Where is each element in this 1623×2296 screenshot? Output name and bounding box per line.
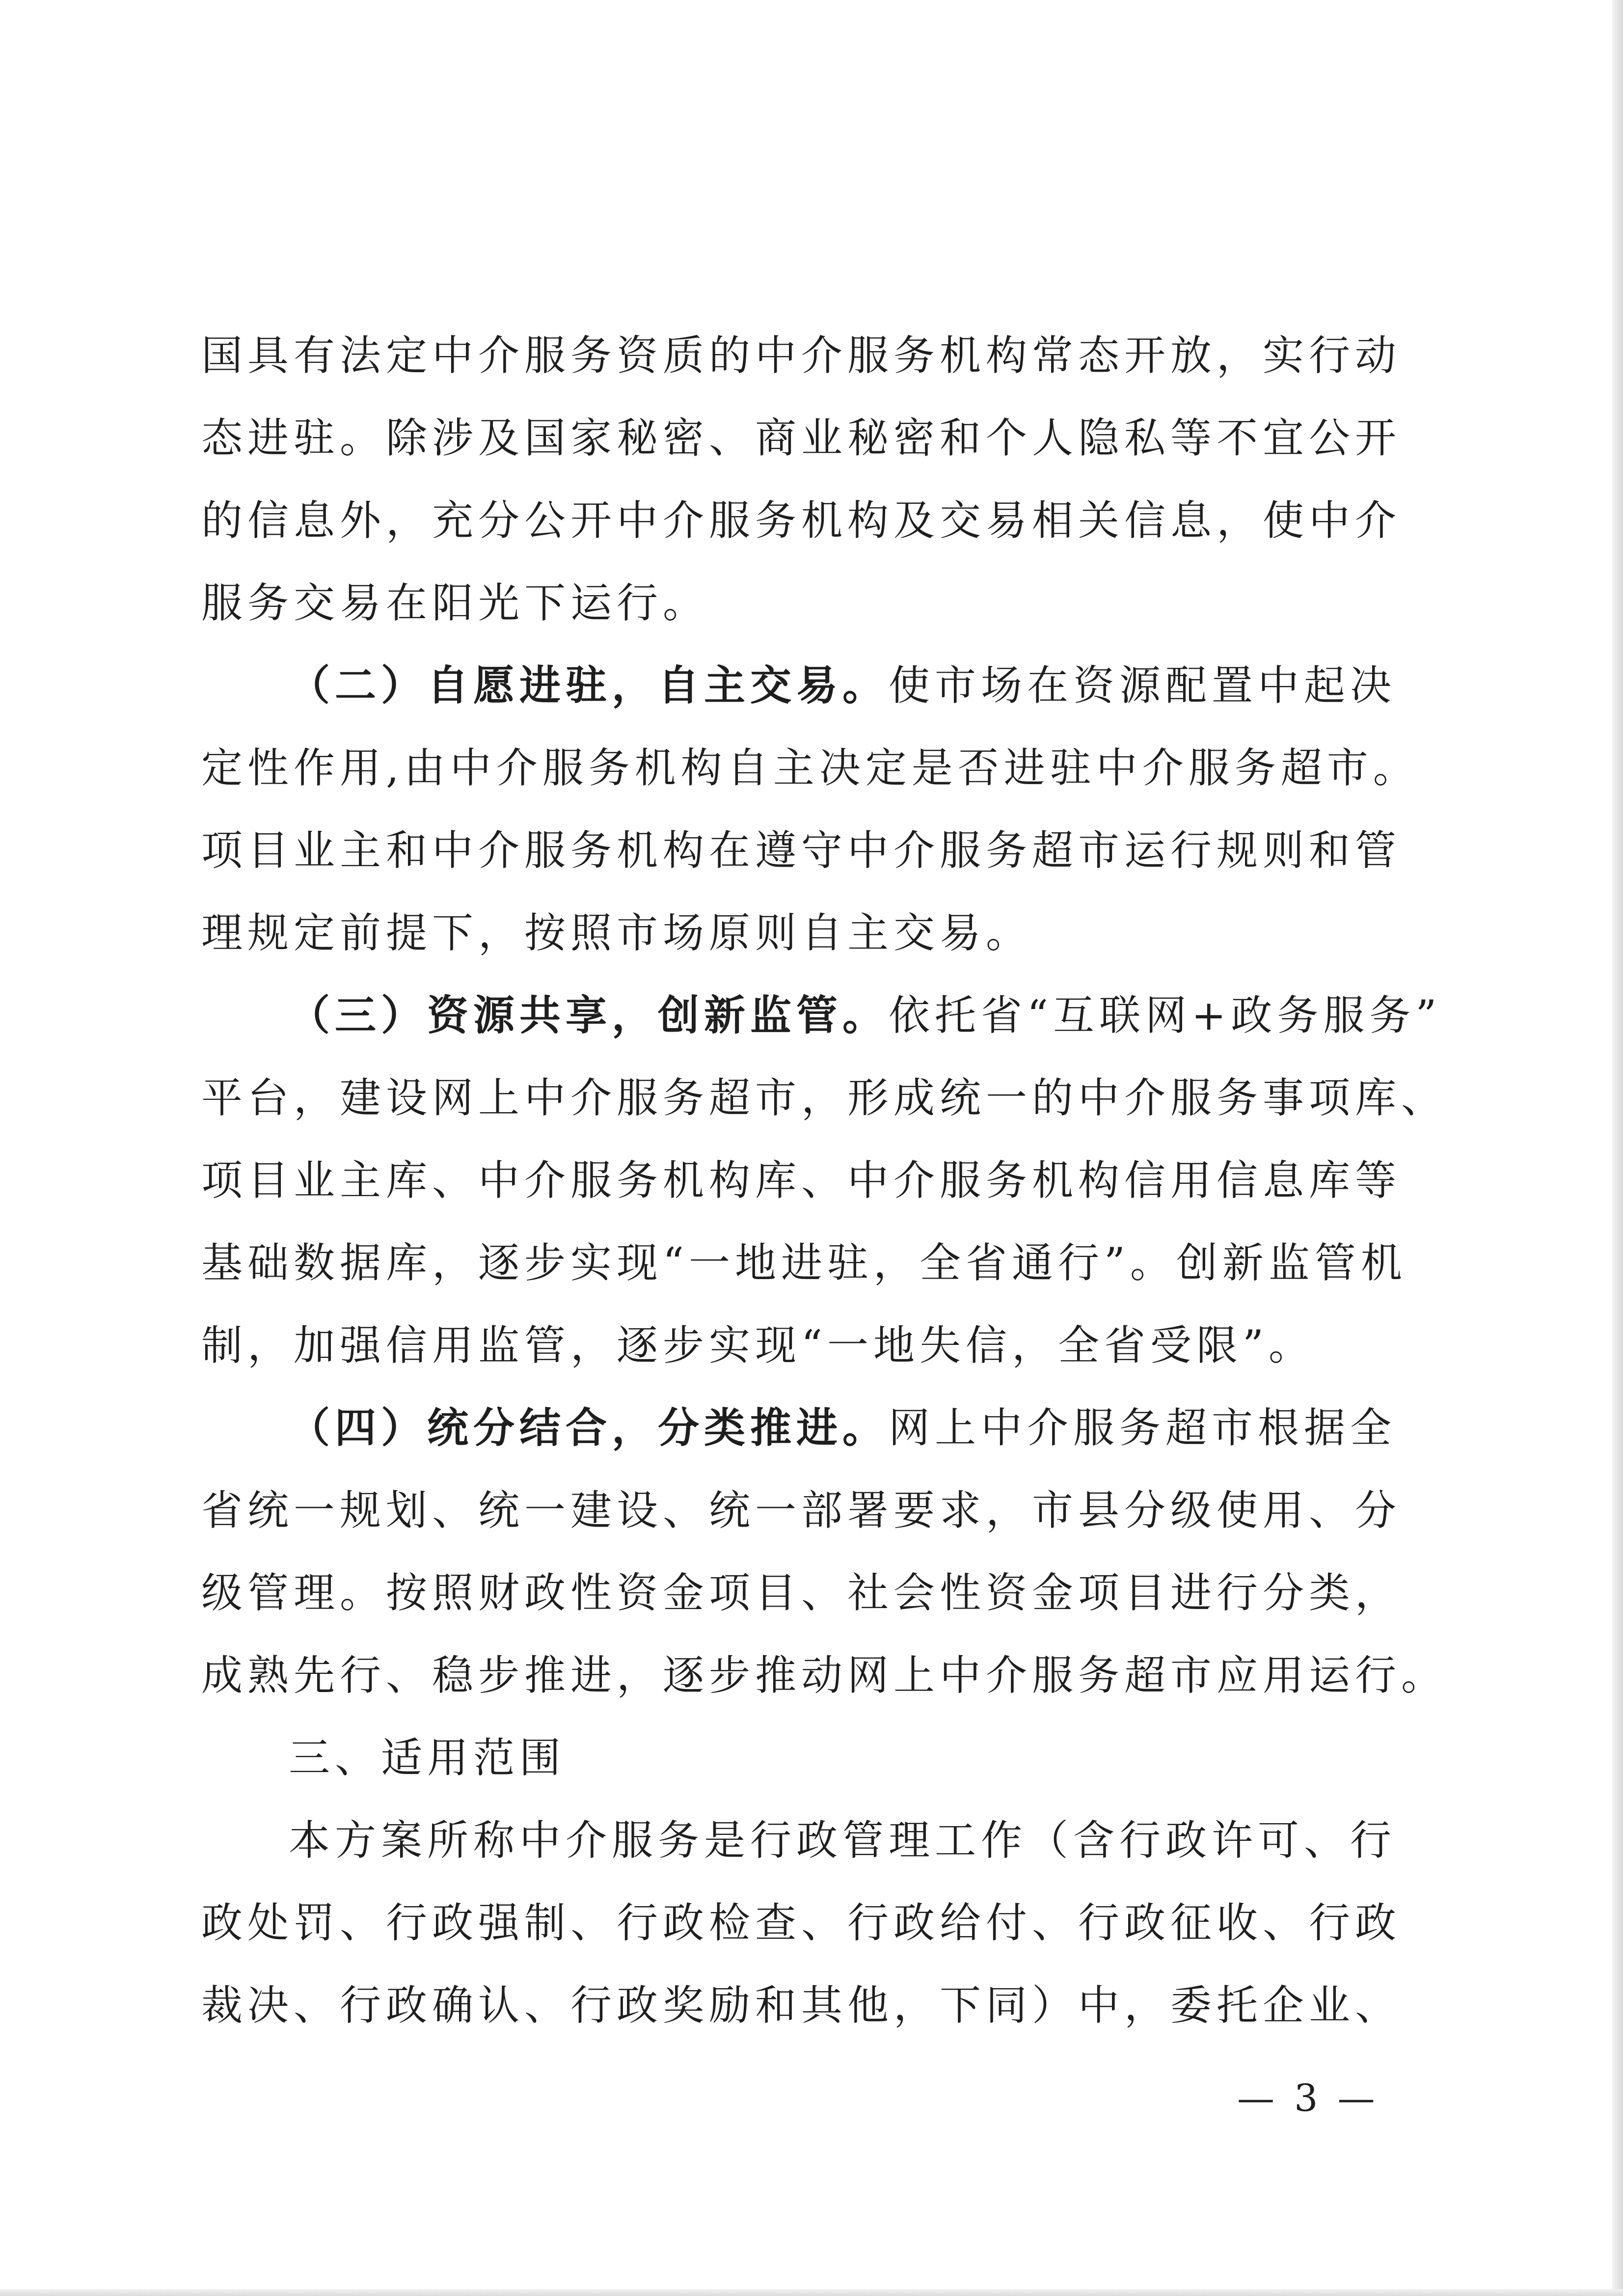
text-line: 国具有法定中介服务资质的中介服务机构常态开放，实行动 [201,331,1402,380]
text-fragment: 使市场在资源配置中起决 [889,661,1397,710]
section-heading-text: 三、适用范围 [289,1734,566,1782]
paragraph-scope-definition [201,1799,1402,2047]
text-line: 基础数据库，逐步实现“一地进驻，全省通行”。创新监管机 [201,1239,1407,1287]
paragraph-resource-sharing [201,974,1448,1387]
text-line: 项目业主库、中介服务机构库、中介服务机构信用信息库等 [201,1156,1402,1204]
text-fragment: 网上中介服务超市根据全 [889,1404,1397,1452]
text-line: 项目业主和中介服务机构在遵守中介服务超市运行规则和管 [201,826,1402,875]
text-line: 本方案所称中介服务是行政管理工作（含行政许可、行 [289,1816,1397,1864]
page-edge-shadow [1612,0,1623,2296]
paragraph-lead-heading: （四）统分结合，分类推进。 [289,1403,889,1452]
paragraph-open-access [201,314,1402,644]
text-fragment: 依托省“互联网+政务服务” [889,991,1442,1039]
text-line: 政处罚、行政强制、行政检查、行政给付、行政征收、行政 [201,1899,1402,1947]
paragraph-lead-heading: （二）自愿进驻，自主交易。 [289,661,889,710]
document-body [201,314,1448,2047]
text-line: 制，加强信用监管，逐步实现“一地失信，全省受限”。 [201,1321,1315,1369]
text-line: 服务交易在阳光下运行。 [201,579,709,627]
paragraph-lead-heading: （三）资源共享，创新监管。 [289,991,889,1039]
text-line: 态进驻。除涉及国家秘密、商业秘密和个人隐私等不宜公开 [201,414,1402,462]
text-line: 裁决、行政确认、行政奖励和其他，下同）中，委托企业、 [201,1981,1402,2029]
text-line: 省统一规划、统一建设、统一部署要求，市县分级使用、分 [201,1486,1402,1534]
text-line: 平台，建设网上中介服务超市，形成统一的中介服务事项库、 [201,1074,1448,1122]
text-line [201,974,1442,1057]
text-line: 定性作用,由中介服务机构自主决定是否进驻中介服务超市。 [201,744,1419,792]
text-line [201,1387,1397,1469]
page-number: — 3 — [1237,2076,1379,2120]
section-heading-scope [201,1717,1397,1799]
paragraph-unified-classification [201,1387,1448,1717]
text-line: 理规定前提下，按照市场原则自主交易。 [201,909,1032,957]
text-line: 成熟先行、稳步推进，逐步推动网上中介服务超市应用运行。 [201,1651,1448,1699]
text-line [201,644,1397,727]
page-edge-shadow-bottom [0,2289,1623,2296]
text-line: 级管理。按照财政性资金项目、社会性资金项目进行分类， [201,1569,1402,1617]
text-line: 的信息外，充分公开中介服务机构及交易相关信息，使中介 [201,496,1402,545]
paragraph-voluntary-entry [201,644,1419,974]
